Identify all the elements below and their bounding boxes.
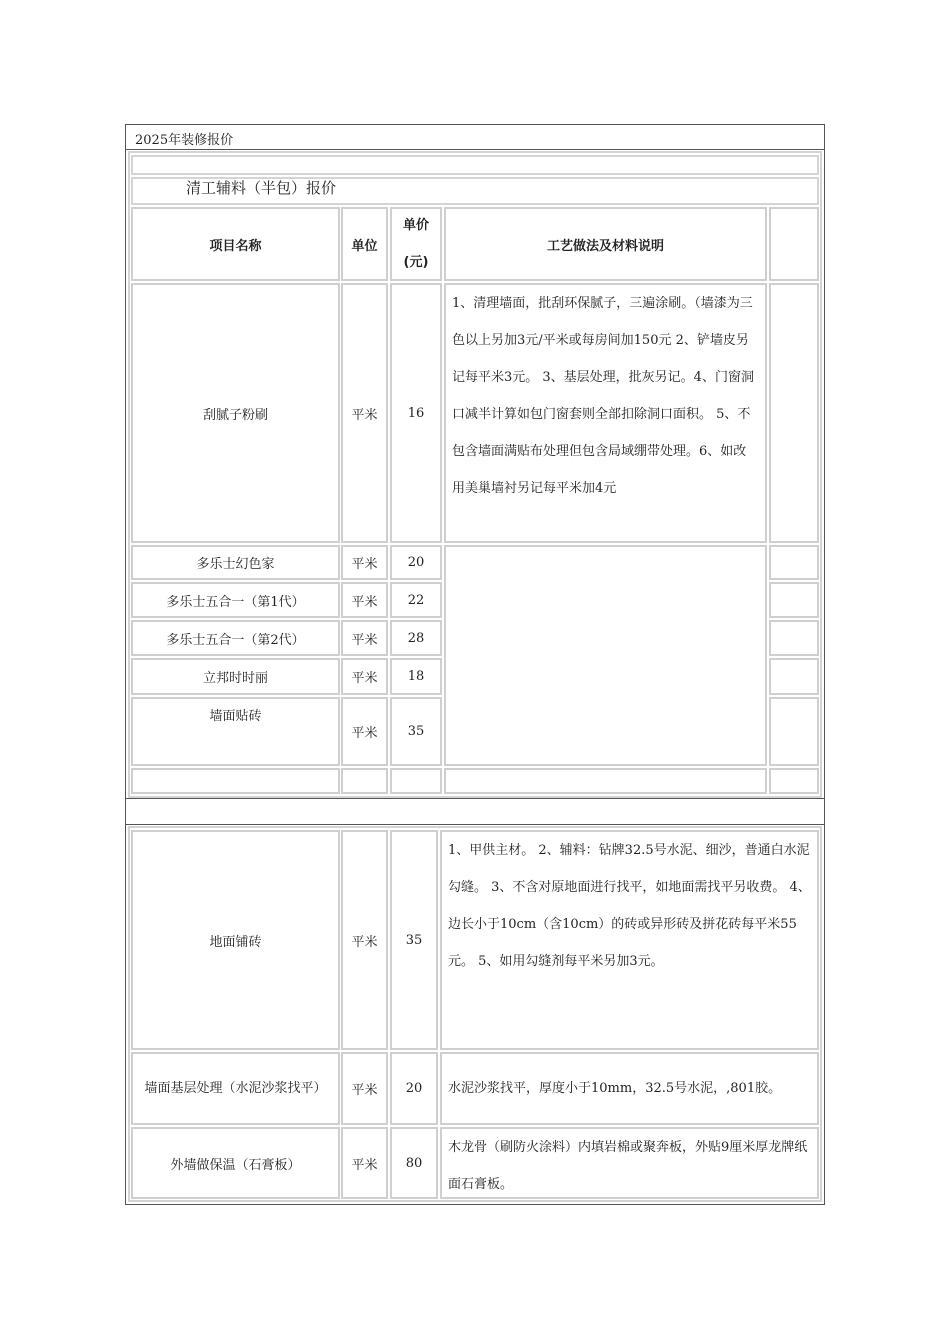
table-row-name: 多乐士五合一（第1代） bbox=[131, 582, 340, 618]
table-row-price: 22 bbox=[390, 582, 442, 618]
table-row-unit: 平米 bbox=[341, 545, 388, 580]
table-row-extra bbox=[769, 658, 819, 695]
table-row-price: 20 bbox=[390, 1052, 438, 1125]
table-row-unit: 平米 bbox=[341, 658, 388, 695]
table-row-unit: 平米 bbox=[341, 1052, 388, 1125]
table-row-name: 墙面基层处理（水泥沙浆找平） bbox=[131, 1052, 340, 1125]
header-price bbox=[390, 207, 442, 281]
header-description: 工艺做法及材料说明 bbox=[444, 207, 767, 281]
table-row-description: 木龙骨（刷防火涂料）内填岩棉或聚奔板，外贴9厘米厚龙牌纸面石膏板。 bbox=[440, 1127, 819, 1199]
empty-cell bbox=[341, 768, 388, 794]
table-row-extra bbox=[769, 545, 819, 580]
header-price-line1: 单价 bbox=[402, 218, 429, 233]
table-row-description: 水泥沙浆找平，厚度小于10mm，32.5号水泥，,801胶。 bbox=[440, 1052, 819, 1125]
table-row-unit: 平米 bbox=[341, 620, 388, 656]
table-row-unit: 平米 bbox=[341, 582, 388, 618]
table1-spacer-row bbox=[131, 155, 819, 175]
merged-description-cell bbox=[444, 545, 767, 766]
divider bbox=[126, 149, 824, 150]
divider bbox=[126, 798, 824, 799]
table-row-extra bbox=[769, 283, 819, 543]
table-row-name: 立邦时时丽 bbox=[131, 658, 340, 695]
divider bbox=[126, 824, 824, 825]
table-row-price: 16 bbox=[390, 283, 442, 543]
table-row-price: 35 bbox=[390, 830, 438, 1050]
table-row-name: 多乐士幻色家 bbox=[131, 545, 340, 580]
empty-cell bbox=[131, 768, 340, 794]
empty-cell bbox=[769, 768, 819, 794]
table-row-name: 墙面贴砖 bbox=[131, 697, 340, 766]
document-title: 2025年装修报价 bbox=[135, 133, 234, 148]
table-row-description: 1、甲供主材。 2、辅料：钻牌32.5号水泥、细沙，普通白水泥勾缝。 3、不含对原地面进行找平，如地面需找平另收费。 4、边长小于10cm（含10cm）的砖或异形砖及拼花砖每平米55元。 5、如用勾缝剂每平米另加3元。 bbox=[440, 830, 819, 1050]
table-row-name: 多乐士五合一（第2代） bbox=[131, 620, 340, 656]
table-row-price: 80 bbox=[390, 1127, 438, 1199]
table-row-description: 1、清理墙面，批刮环保腻子，三遍涂刷。（墙漆为三色以上另加3元/平米或每房间加150元 2、铲墙皮另记每平米3元。 3、基层处理，批灰另记。4、门窗洞口减半计算如包门窗套则全部扣除洞口面积。 5、不包含墙面满贴布处理但包含局域绷带处理。6、如改用美巢墙衬另记每平米加4元 bbox=[444, 283, 767, 543]
empty-cell bbox=[444, 768, 767, 794]
table-row-extra bbox=[769, 620, 819, 656]
table-row-unit: 平米 bbox=[341, 697, 388, 766]
header-item-name: 项目名称 bbox=[131, 207, 340, 281]
table-row-unit: 平米 bbox=[341, 1127, 388, 1199]
header-price-line2: (元) bbox=[403, 255, 429, 270]
header-extra bbox=[769, 207, 819, 281]
table-row-price: 20 bbox=[390, 545, 442, 580]
table-row-extra bbox=[769, 582, 819, 618]
table-row-price: 28 bbox=[390, 620, 442, 656]
header-unit: 单位 bbox=[341, 207, 388, 281]
table-row-price: 35 bbox=[390, 697, 442, 766]
table-row-name: 外墙做保温（石膏板） bbox=[131, 1127, 340, 1199]
table-row-unit: 平米 bbox=[341, 830, 388, 1050]
section-title: 清工辅料（半包）报价 bbox=[186, 179, 337, 197]
table-row-price: 18 bbox=[390, 658, 442, 695]
table-row-unit: 平米 bbox=[341, 283, 388, 543]
table-row-extra bbox=[769, 697, 819, 766]
table-row-name: 地面铺砖 bbox=[131, 830, 340, 1050]
table-row-name: 刮腻子粉刷 bbox=[131, 283, 340, 543]
empty-cell bbox=[390, 768, 442, 794]
